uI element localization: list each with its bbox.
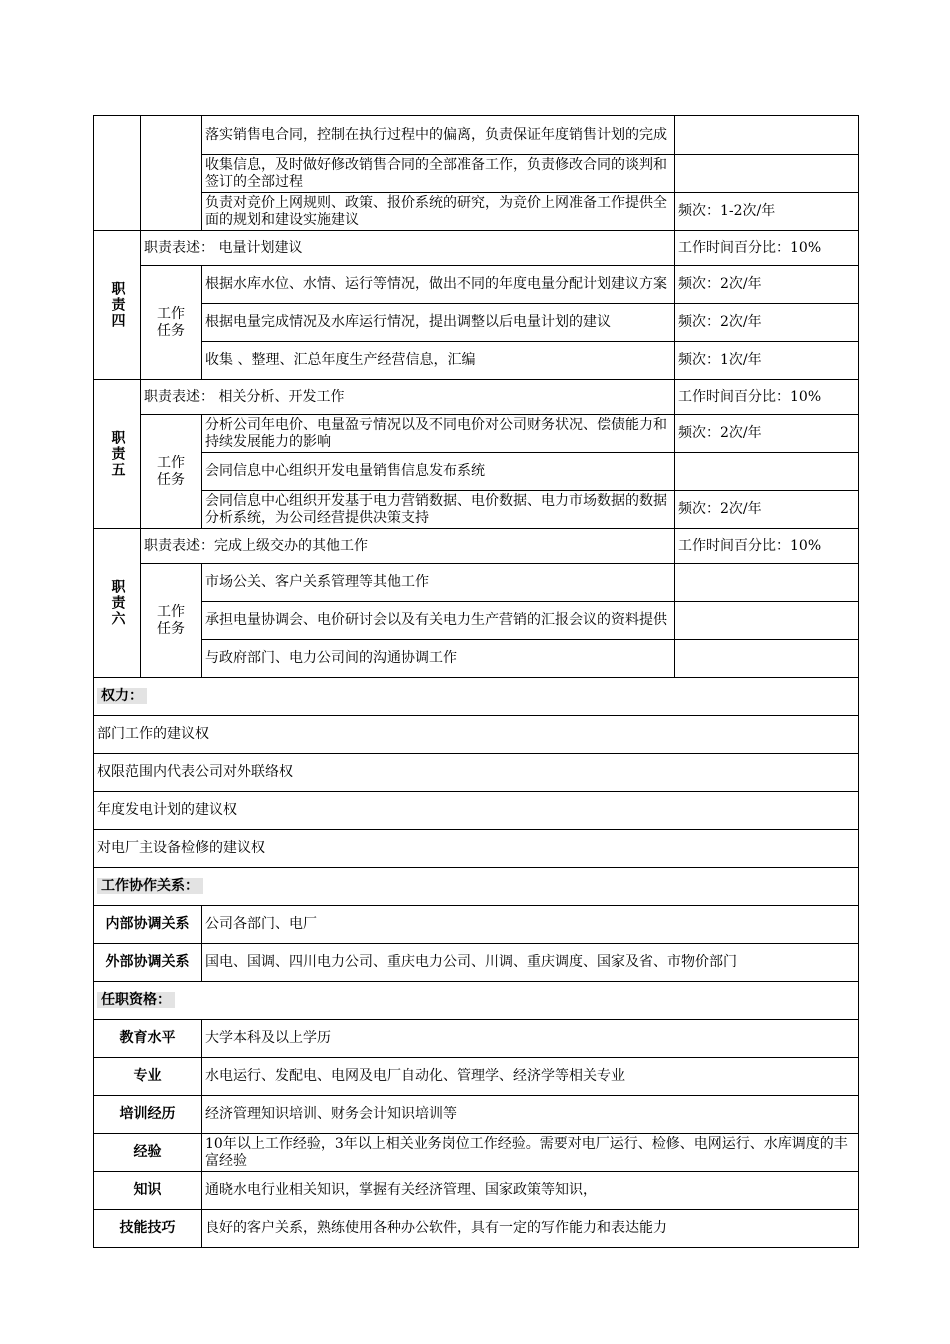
qualification-row xyxy=(94,1020,859,1058)
task-frequency: 频次：2次/年 xyxy=(675,304,859,342)
task-frequency: 频次：1-2次/年 xyxy=(675,193,859,231)
internal-relations-label: 内部协调关系 xyxy=(94,906,202,944)
qualification-value: 水电运行、发配电、电网及电厂自动化、管理学、经济学等相关专业 xyxy=(202,1058,859,1096)
qualification-row xyxy=(94,1096,859,1134)
power-item: 权限范围内代表公司对外联络权 xyxy=(94,754,859,792)
power-header-row xyxy=(94,678,859,716)
qualification-value: 通晓水电行业相关知识，掌握有关经济管理、国家政策等知识， xyxy=(202,1172,859,1210)
task-frequency: 频次：1次/年 xyxy=(675,342,859,380)
qualification-row xyxy=(94,1172,859,1210)
qualification-value: 大学本科及以上学历 xyxy=(202,1020,859,1058)
qualification-value: 经济管理知识培训、财务会计知识培训等 xyxy=(202,1096,859,1134)
duty3-task-label-cell xyxy=(141,116,202,231)
external-relations-value: 国电、国调、四川电力公司、重庆电力公司、川调、重庆调度、国家及省、市物价部门 xyxy=(202,944,859,982)
relations-header-text: 工作协作关系： xyxy=(97,878,203,894)
duty3-task-row xyxy=(94,116,859,155)
duty4-desc-row xyxy=(94,231,859,266)
task-text: 根据水库水位、水情、运行等情况，做出不同的年度电量分配计划建议方案 xyxy=(202,266,675,304)
external-relations-row xyxy=(94,944,859,982)
qualification-row xyxy=(94,1058,859,1096)
qualification-label: 专业 xyxy=(94,1058,202,1096)
duty6-description: 职责表述：完成上级交办的其他工作 xyxy=(141,529,675,564)
duty4-time-percentage: 工作时间百分比：10% xyxy=(675,231,859,266)
duty6-label: 职责六 xyxy=(94,529,141,678)
relations-header-row xyxy=(94,868,859,906)
qualification-label: 知识 xyxy=(94,1172,202,1210)
qualification-label: 培训经历 xyxy=(94,1096,202,1134)
task-text: 市场公关、客户关系管理等其他工作 xyxy=(202,564,675,602)
duty4-task-row xyxy=(94,342,859,380)
task-frequency xyxy=(675,453,859,491)
qualification-label: 技能技巧 xyxy=(94,1210,202,1248)
task-frequency: 频次：2次/年 xyxy=(675,415,859,453)
job-description-sheet xyxy=(93,115,858,1248)
qualification-label: 经验 xyxy=(94,1134,202,1172)
internal-relations-row xyxy=(94,906,859,944)
task-frequency xyxy=(675,116,859,155)
duty4-description: 职责表述： 电量计划建议 xyxy=(141,231,675,266)
task-text: 根据电量完成情况及水库运行情况，提出调整以后电量计划的建议 xyxy=(202,304,675,342)
duty5-task-row xyxy=(94,491,859,529)
task-text: 会同信息中心组织开发基于电力营销数据、电价数据、电力市场数据的数据分析系统，为公司经营提供决策支持 xyxy=(202,491,675,529)
duty4-task-label: 工作任务 xyxy=(141,266,202,380)
task-text: 负责对竞价上网规则、政策、报价系统的研究，为竞价上网准备工作提供全面的规划和建设实施建议 xyxy=(202,193,675,231)
task-text: 承担电量协调会、电价研讨会以及有关电力生产营销的汇报会议的资料提供 xyxy=(202,602,675,640)
task-frequency: 频次：2次/年 xyxy=(675,491,859,529)
duty5-task-label: 工作任务 xyxy=(141,415,202,529)
task-frequency xyxy=(675,640,859,678)
duty5-time-percentage: 工作时间百分比：10% xyxy=(675,380,859,415)
task-frequency xyxy=(675,155,859,193)
task-frequency xyxy=(675,602,859,640)
duty6-task-row xyxy=(94,564,859,602)
task-text: 分析公司年电价、电量盈亏情况以及不同电价对公司财务状况、偿债能力和持续发展能力的影响 xyxy=(202,415,675,453)
duty6-task-row xyxy=(94,640,859,678)
power-item-row xyxy=(94,830,859,868)
qualification-row xyxy=(94,1134,859,1172)
internal-relations-value: 公司各部门、电厂 xyxy=(202,906,859,944)
duty6-task-label: 工作任务 xyxy=(141,564,202,678)
duty6-task-row xyxy=(94,602,859,640)
duty4-label: 职责四 xyxy=(94,231,141,380)
duty4-task-row xyxy=(94,304,859,342)
task-frequency xyxy=(675,564,859,602)
power-item-row xyxy=(94,792,859,830)
qualifications-header xyxy=(94,982,859,1020)
duty5-task-row xyxy=(94,453,859,491)
duty5-label: 职责五 xyxy=(94,380,141,529)
duty3-task-row xyxy=(94,193,859,231)
power-header xyxy=(94,678,859,716)
power-item-row xyxy=(94,754,859,792)
duty4-task-row xyxy=(94,266,859,304)
external-relations-label: 外部协调关系 xyxy=(94,944,202,982)
qualification-value: 10年以上工作经验，3年以上相关业务岗位工作经验。需要对电厂运行、检修、电网运行、水库调度的丰富经验 xyxy=(202,1134,859,1172)
qualifications-header-text: 任职资格： xyxy=(97,992,175,1008)
power-item: 部门工作的建议权 xyxy=(94,716,859,754)
qualification-label: 教育水平 xyxy=(94,1020,202,1058)
duty6-desc-row xyxy=(94,529,859,564)
task-text: 收集信息，及时做好修改销售合同的全部准备工作，负责修改合同的谈判和签订的全部过程 xyxy=(202,155,675,193)
qualification-row xyxy=(94,1210,859,1248)
duty5-task-row xyxy=(94,415,859,453)
power-item-row xyxy=(94,716,859,754)
task-text: 收集 、整理、汇总年度生产经营信息，汇编 xyxy=(202,342,675,380)
duty5-desc-row xyxy=(94,380,859,415)
duty3-label-cell xyxy=(94,116,141,231)
duty3-task-row xyxy=(94,155,859,193)
task-text: 落实销售电合同，控制在执行过程中的偏离，负责保证年度销售计划的完成 xyxy=(202,116,675,155)
duty5-description: 职责表述： 相关分析、开发工作 xyxy=(141,380,675,415)
power-item: 年度发电计划的建议权 xyxy=(94,792,859,830)
duty6-time-percentage: 工作时间百分比：10% xyxy=(675,529,859,564)
task-text: 与政府部门、电力公司间的沟通协调工作 xyxy=(202,640,675,678)
qualification-value: 良好的客户关系，熟练使用各种办公软件，具有一定的写作能力和表达能力 xyxy=(202,1210,859,1248)
power-item: 对电厂主设备检修的建议权 xyxy=(94,830,859,868)
power-header-text: 权力： xyxy=(97,688,147,704)
task-frequency: 频次：2次/年 xyxy=(675,266,859,304)
task-text: 会同信息中心组织开发电量销售信息发布系统 xyxy=(202,453,675,491)
job-description-table xyxy=(93,115,859,1248)
qualifications-header-row xyxy=(94,982,859,1020)
relations-header xyxy=(94,868,859,906)
